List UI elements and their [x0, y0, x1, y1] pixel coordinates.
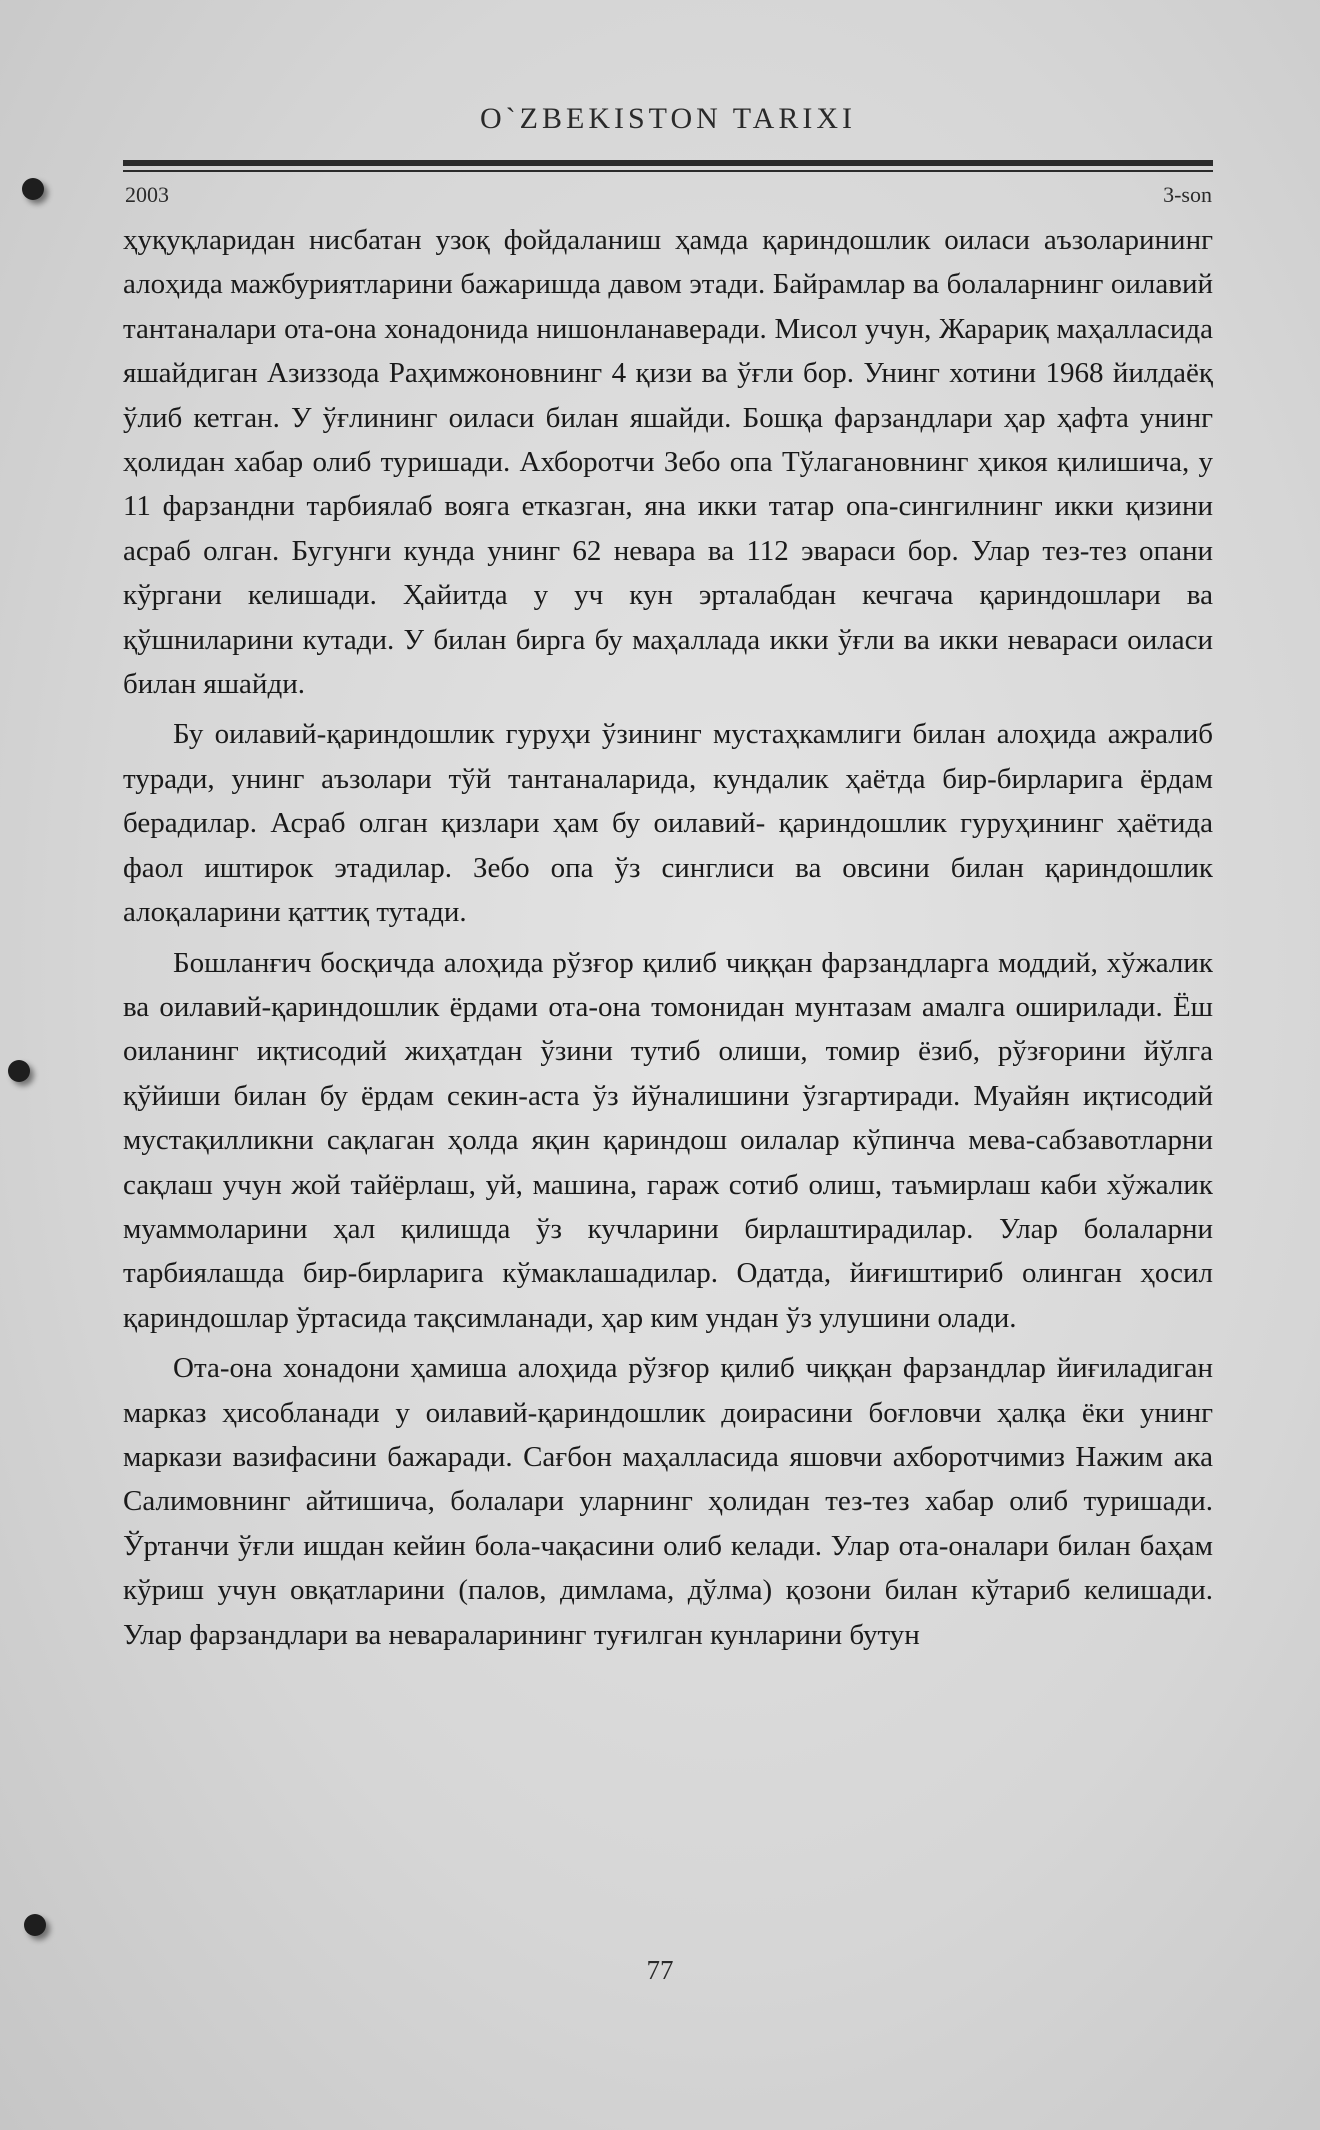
- binding-hole-icon: [22, 178, 44, 200]
- header-rule: [123, 160, 1213, 166]
- header-rule-thin: [123, 170, 1213, 172]
- paragraph: ҳуқуқларидан нисбатан узоқ фойдаланиш ҳамда қариндошлик оиласи аъзоларининг алоҳида мажбуриятларини бажаришда давом этади. Байрамлар ва болаларнинг оилавий тантаналари ота-она хонадонида нишонланаверади. Мисол учун, Жарариқ маҳалласида яшайдиган Азиззода Раҳимжоновнинг 4 қизи ва ўғли бор. Унинг хотини 1968 йилдаёқ ўлиб кетган. У ўғлининг оиласи билан яшайди. Бошқа фарзандлари ҳар ҳафта унинг ҳолидан хабар олиб туришади. Ахборотчи Зебо опа Тўлагановнинг ҳикоя қилишича, у 11 фарзандни тарбиялаб вояга етказган, яна икки татар опа-сингилнинг икки қизини асраб олган. Бугунги кунда унинг 62 невара ва 112 эвараси бор. Улар тез-тез опани кўргани келишади. Ҳайитда у уч кун эрталабдан кечгача қариндошлари ва қўшниларини кутади. У билан бирга бу маҳаллада икки ўғли ва икки невараси оиласи билан яшайди.: [123, 224, 1213, 701]
- page-number: 77: [646, 1955, 674, 1985]
- journal-title: O`ZBEKISTON TARIXI: [480, 102, 856, 135]
- publication-year: 2003: [125, 182, 169, 207]
- paragraph: Бошланғич босқичда алоҳида рўзғор қилиб чиққан фарзандларга моддий, хўжалик ва оилавий-қариндошлик ёрдами ота-она томонидан мунтазам амалга оширилади. Ёш оиланинг иқтисодий жиҳатдан ўзини тутиб олиши, томир ёзиб, рўзғорини йўлга қўйиши билан бу ёрдам секин-аста ўз йўналишини ўзгартиради. Муайян иқтисодий мустақилликни сақлаган ҳолда яқин қариндош оилалар кўпинча мева-сабзавотларни сақлаш учун жой тайёрлаш, уй, машина, гараж сотиб олиш, таъмирлаш каби хўжалик муаммоларини ҳал қилишда ўз кучларини бирлаштирадилар. Улар болаларни тарбиялашда бир-бирларига кўмаклашадилар. Одатда, йиғиштириб олинган ҳосил қариндошлар ўртасида тақсимланади, ҳар ким ундан ўз улушини олади.: [123, 946, 1213, 1334]
- article-body: [123, 218, 1213, 1657]
- binding-hole-icon: [8, 1060, 30, 1082]
- paragraph: Бу оилавий-қариндошлик гуруҳи ўзининг мустаҳкамлиги билан алоҳида ажралиб туради, унинг аъзолари тўй тантаналарида, кундалик ҳаётда бир-бирларига ёрдам берадилар. Асраб олган қизлари ҳам бу оилавий- қариндошлик гуруҳининг ҳаётида фаол иштирок этадилар. Зебо опа ўз синглиси ва овсини билан қариндошлик алоқаларини қаттиқ тутади.: [123, 718, 1213, 929]
- issue-number: 3-son: [1163, 182, 1212, 207]
- binding-hole-icon: [24, 1914, 46, 1936]
- paragraph: Ота-она хонадони ҳамиша алоҳида рўзғор қилиб чиққан фарзандлар йиғиладиган марказ ҳисобланади у оилавий-қариндошлик доирасини боғловчи ҳалқа ёки унинг маркази вазифасини бажаради. Сағбон маҳалласида яшовчи ахборотчимиз Нажим ака Салимовнинг айтишича, болалари уларнинг ҳолидан тез-тез хабар олиб туришади. Ўртанчи ўғли ишдан кейин бола-чақасини олиб келади. Улар ота-оналари билан баҳам кўриш учун овқатларини (палов, димлама, дўлма) қозони билан кўтариб келишади. Улар фарзандлари ва невараларининг туғилган кунларини бутун: [123, 1352, 1213, 1651]
